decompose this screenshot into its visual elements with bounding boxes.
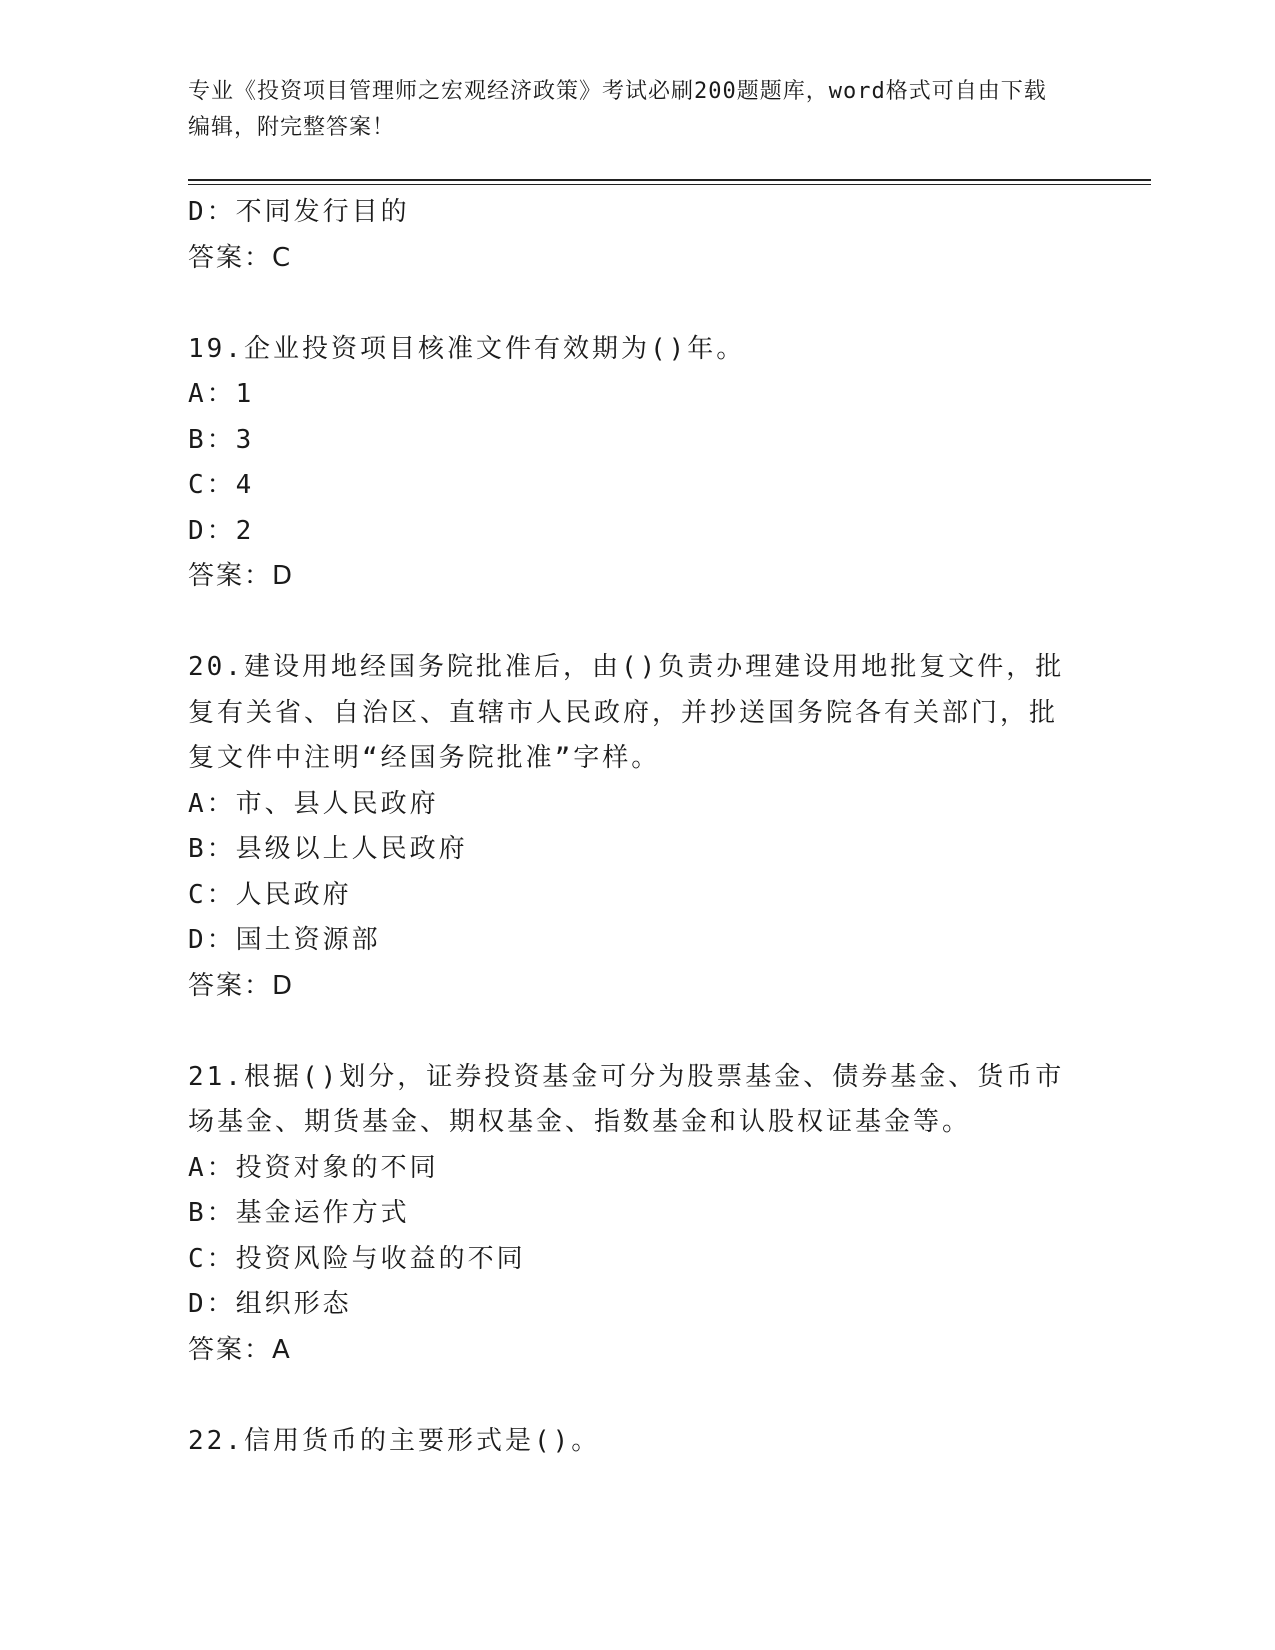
option-b: B：县级以上人民政府: [188, 834, 468, 864]
option-d: D：组织形态: [188, 1289, 352, 1319]
option-d: D：国土资源部: [188, 925, 381, 955]
question-answer: 答案：A: [188, 1334, 292, 1365]
spacer: [188, 600, 1088, 646]
question-list: [188, 190, 1088, 1464]
option-a: A：1: [188, 379, 255, 409]
option-c: C：4: [188, 470, 255, 500]
spacer: [188, 1009, 1088, 1055]
question-answer: 答案：D: [188, 561, 295, 591]
header-divider-thick: [188, 179, 1151, 181]
option-c: C：投资风险与收益的不同: [188, 1243, 526, 1274]
question-20: [188, 645, 1088, 1009]
question-stem: 21.根据()划分，证券投资基金可分为股票基金、债券基金、货币市场基金、期货基金、期权基金、指数基金和认股权证基金等。: [188, 1061, 1065, 1137]
spacer: [188, 281, 1088, 327]
option-c: C：人民政府: [188, 879, 352, 910]
question-stem: 22.信用货币的主要形式是()。: [188, 1425, 601, 1456]
carryover-answer: 答案：C: [188, 242, 293, 273]
carryover-option-d: D：不同发行目的: [188, 197, 410, 227]
option-d: D：2: [188, 515, 255, 546]
document-header-title: 专业《投资项目管理师之宏观经济政策》考试必刷200题题库，word格式可自由下载编辑，附完整答案！: [188, 79, 1047, 140]
spacer: [188, 1373, 1088, 1419]
option-a: A：市、县人民政府: [188, 788, 439, 819]
question-stem: 20.建设用地经国务院批准后，由()负责办理建设用地批复文件，批复有关省、自治区、直辖市人民政府，并抄送国务院各有关部门，批复文件中注明“经国务院批准”字样。: [188, 652, 1065, 773]
question-answer: 答案：D: [188, 970, 295, 1001]
question-21: [188, 1055, 1088, 1374]
option-a: A：投资对象的不同: [188, 1152, 439, 1183]
header-divider-thin: [188, 184, 1151, 185]
option-b: B：基金运作方式: [188, 1198, 410, 1228]
question-22: [188, 1419, 1088, 1465]
question-19: [188, 327, 1088, 600]
option-b: B：3: [188, 424, 255, 455]
question-stem: 19.企业投资项目核准文件有效期为()年。: [188, 333, 746, 364]
